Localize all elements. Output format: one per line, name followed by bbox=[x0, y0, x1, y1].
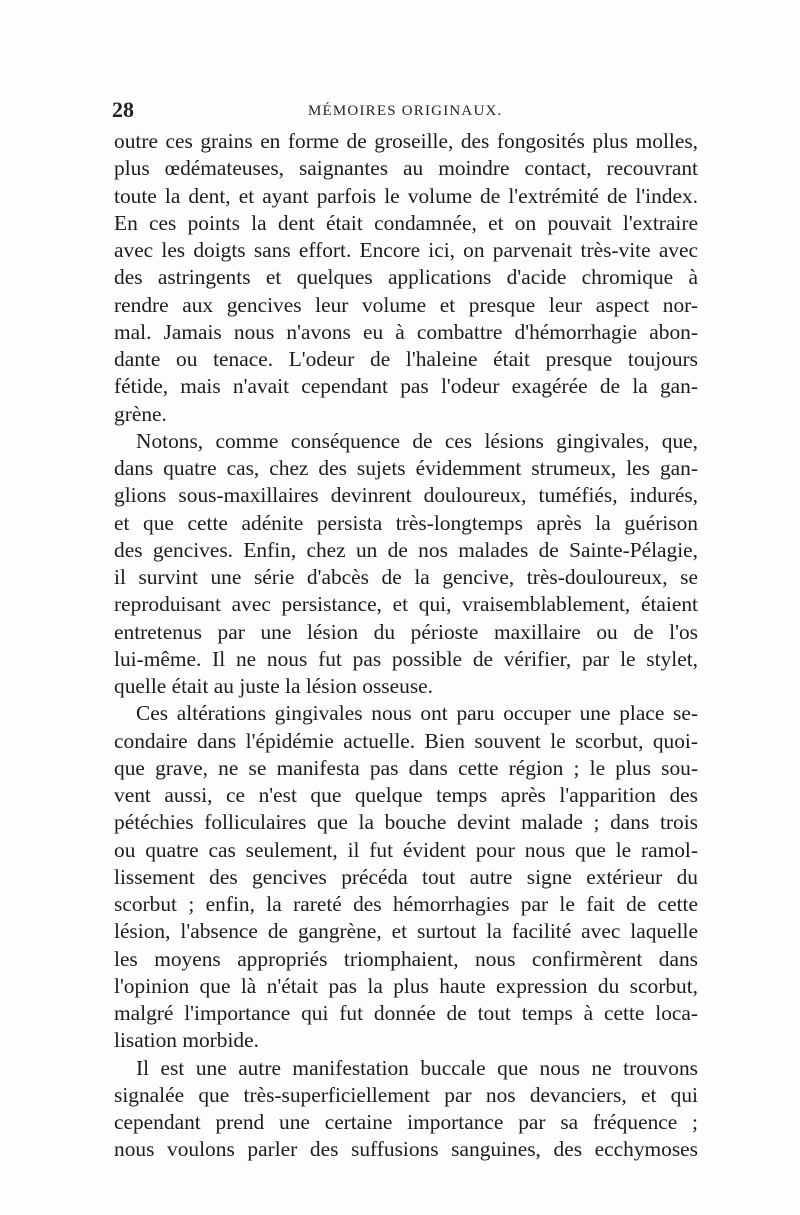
text-line: condaire dans l'épidémie actuelle. Bien souvent le scorbut, quoi- bbox=[114, 728, 698, 753]
text-line: toute la dent, et ayant parfois le volume de l'extrémité de l'index. bbox=[114, 183, 698, 208]
paragraph-first-line: Il est une autre manifestation buccale que nous ne trouvons bbox=[136, 1055, 698, 1080]
running-head: MÉMOIRES ORIGINAUX. bbox=[308, 103, 503, 119]
text-line: il survint une série d'abcès de la gencive, très-douloureux, se bbox=[114, 565, 698, 589]
text-line: dante ou tenace. L'odeur de l'haleine était presque toujours bbox=[114, 347, 698, 371]
text-line: que grave, ne se manifesta pas dans cette région ; le plus sou- bbox=[114, 755, 698, 780]
text-line: quelle était au juste la lésion osseuse. bbox=[114, 674, 433, 698]
text-line: reproduisant avec persistance, et qui, vraisemblablement, étaient bbox=[114, 592, 698, 617]
paragraph-first-line: Notons, comme conséquence de ces lésions gingivales, que, bbox=[136, 428, 698, 453]
text-line: des gencives. Enfin, chez un de nos malades de Sainte-Pélagie, bbox=[114, 537, 698, 562]
page-number: 28 bbox=[112, 97, 134, 122]
body-text bbox=[114, 128, 698, 1164]
text-line: signalée que très-superficiellement par nos devanciers, et qui bbox=[114, 1082, 698, 1107]
text-line: entretenus par une lésion du périoste maxillaire ou de l'os bbox=[114, 619, 698, 644]
text-line: mal. Jamais nous n'avons eu à combattre d'hémorrhagie abon- bbox=[114, 319, 698, 344]
text-line: rendre aux gencives leur volume et presque leur aspect nor- bbox=[114, 292, 698, 317]
text-line: outre ces grains en forme de groseille, des fongosités plus molles, bbox=[114, 129, 698, 153]
text-line: lésion, l'absence de gangrène, et surtout la facilité avec laquelle bbox=[114, 919, 698, 944]
text-line: avec les doigts sans effort. Encore ici, on parvenait très-vite avec bbox=[114, 238, 698, 262]
page-header bbox=[112, 97, 692, 127]
text-line: l'opinion que là n'était pas la plus haute expression du scorbut, bbox=[114, 973, 698, 998]
text-line: les moyens appropriés triomphaient, nous confirmèrent dans bbox=[114, 946, 698, 971]
text-line: ou quatre cas seulement, il fut évident pour nous que le ramol- bbox=[114, 837, 698, 862]
text-line: lui-même. Il ne nous fut pas possible de vérifier, par le stylet, bbox=[114, 646, 698, 671]
text-line: et que cette adénite persista très-longtemps après la guérison bbox=[114, 510, 698, 535]
text-line: plus œdémateuses, saignantes au moindre contact, recouvrant bbox=[114, 156, 698, 181]
text-line: dans quatre cas, chez des sujets évidemment strumeux, les gan- bbox=[114, 456, 698, 480]
text-line: lissement des gencives précéda tout autre signe extérieur du bbox=[114, 864, 698, 889]
text-line: lisation morbide. bbox=[114, 1028, 259, 1053]
text-line: nous voulons parler des suffusions sanguines, des ecchymoses bbox=[114, 1137, 698, 1162]
text-line: des astringents et quelques applications d'acide chromique à bbox=[114, 265, 698, 290]
text-line: fétide, mais n'avait cependant pas l'odeur exagérée de la gan- bbox=[114, 374, 698, 399]
text-line: grène. bbox=[114, 401, 167, 426]
text-line: vent aussi, ce n'est que quelque temps après l'apparition des bbox=[114, 783, 698, 807]
text-line: glions sous-maxillaires devinrent douloureux, tuméfiés, indurés, bbox=[114, 483, 698, 508]
text-line: scorbut ; enfin, la rareté des hémorrhagies par le fait de cette bbox=[114, 892, 698, 916]
text-line: En ces points la dent était condamnée, et on pouvait l'extraire bbox=[114, 210, 698, 235]
text-line: cependant prend une certaine importance par sa fréquence ; bbox=[114, 1110, 698, 1134]
text-line: pétéchies folliculaires que la bouche devint malade ; dans trois bbox=[114, 810, 698, 835]
text-line: malgré l'importance qui fut donnée de tout temps à cette loca- bbox=[114, 1001, 698, 1025]
paragraph-first-line: Ces altérations gingivales nous ont paru occuper une place se- bbox=[136, 701, 698, 726]
